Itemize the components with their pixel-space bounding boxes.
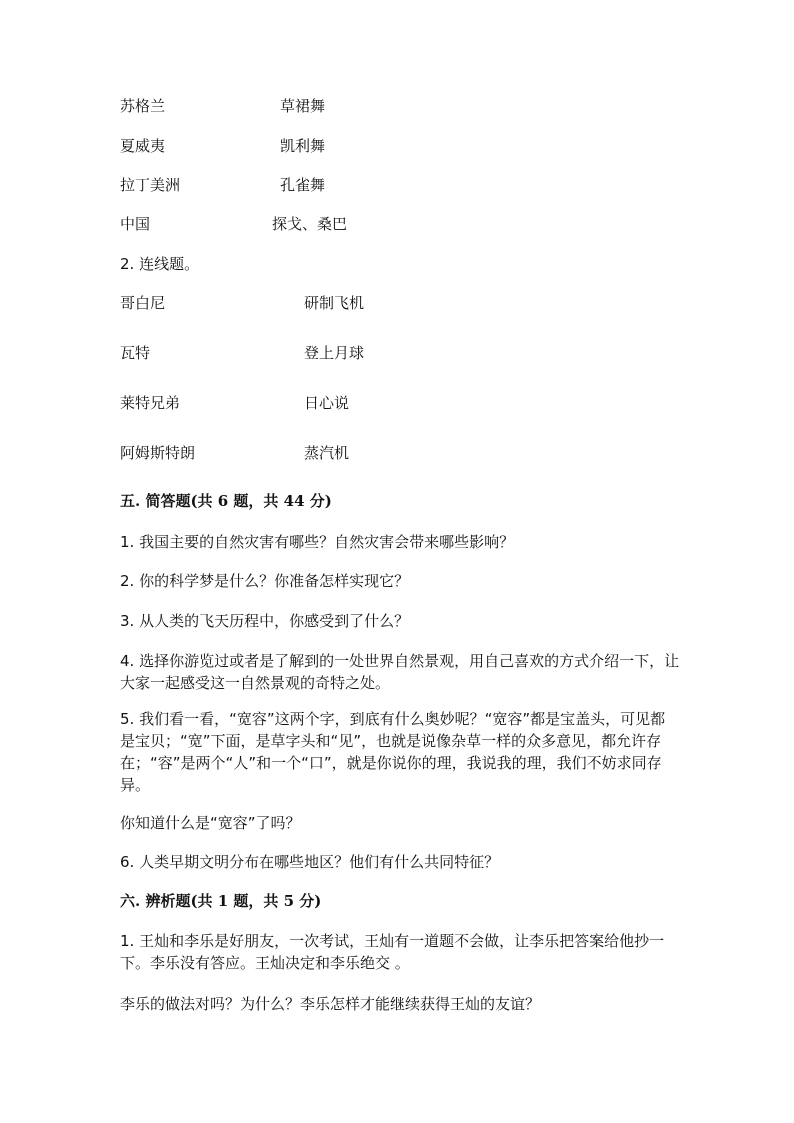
match-right-item: 孔雀舞	[280, 176, 326, 194]
match-left-item: 拉丁美洲	[120, 176, 181, 194]
section-5-heading: 五. 简答题(共 6 题，共 44 分)	[120, 492, 332, 510]
question-text: 1. 王灿和李乐是好朋友，一次考试，王灿有一道题不会做，让李乐把答案给他抄一下。李乐没有答应。王灿决定和李乐绝交 。	[120, 932, 665, 972]
match-right-item: 探戈、桑巴	[272, 215, 348, 233]
question-text: 1. 我国主要的自然灾害有哪些？自然灾害会带来哪些影响？	[120, 533, 515, 551]
match-right-item: 凯利舞	[280, 137, 326, 155]
match-left-item: 夏威夷	[120, 137, 166, 155]
match-left-item: 哥白尼	[120, 294, 166, 312]
match-left-item: 中国	[120, 215, 151, 233]
match-left-item: 瓦特	[120, 344, 151, 362]
match-right-item: 蒸汽机	[304, 444, 350, 462]
question-text: 5. 我们看一看，“宽容”这两个字，到底有什么奥妙呢？“宽容”都是宝盖头，可见都是宝贝；“宽”下面，是草字头和“见”，也就是说像杂草一样的众多意见，都允许存在；“容”是两个“人”和一个“口”，就是你说你的理，我说我的理，我们不妨求同存异。	[120, 710, 666, 794]
match-left-item: 苏格兰	[120, 97, 166, 115]
question-followup: 李乐的做法对吗？为什么？李乐怎样才能继续获得王灿的友谊？	[120, 995, 541, 1013]
match-right-item: 日心说	[304, 394, 350, 412]
match-right-item: 研制飞机	[304, 294, 365, 312]
match-left-item: 莱特兄弟	[120, 394, 181, 412]
question-followup: 你知道什么是“宽容”了吗？	[120, 814, 301, 832]
section-6-heading: 六. 辨析题(共 1 题，共 5 分)	[120, 892, 322, 910]
match-left-item: 阿姆斯特朗	[120, 444, 196, 462]
question-text: 2. 你的科学梦是什么？你准备怎样实现它？	[120, 572, 410, 590]
question-text: 6. 人类早期文明分布在哪些地区？他们有什么共同特征？	[120, 853, 500, 871]
question-text: 3. 从人类的飞天历程中，你感受到了什么？	[120, 612, 410, 630]
match-right-item: 草裙舞	[280, 97, 326, 115]
question-text: 4. 选择你游览过或者是了解到的一处世界自然景观，用自己喜欢的方式介绍一下，让大家一起感受这一自然景观的奇特之处。	[120, 652, 680, 692]
match-right-item: 登上月球	[304, 344, 365, 362]
question-2-title: 2. 连线题。	[120, 255, 200, 273]
